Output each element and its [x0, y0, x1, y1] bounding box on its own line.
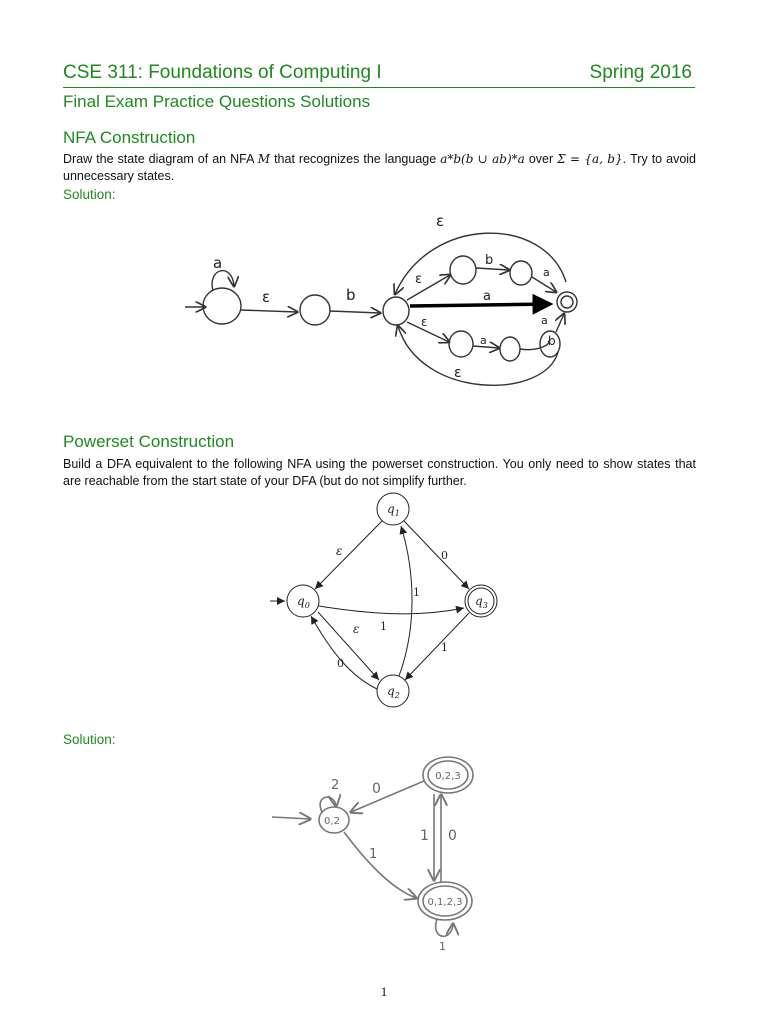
label-a-loop: a — [213, 254, 223, 272]
label-a-top: a — [543, 266, 550, 279]
edge-label-1-q3q2: 1 — [441, 641, 448, 654]
dfa-edge-label-0-down: 0 — [448, 828, 457, 844]
dfa-edge-label-0-to02: 0 — [372, 781, 381, 797]
dfa-edge-label-loop0123: 1 — [439, 940, 446, 953]
dfa-edge-label-1-up: 1 — [420, 828, 429, 844]
course-title: CSE 311: Foundations of Computing I — [63, 62, 382, 83]
label-a-up: a — [541, 314, 548, 327]
nfa-question: Draw the state diagram of an NFA M that recognizes the language a*b(b ∪ ab)*a over Σ = {a, b}. Try to avoid unnecessary states. — [63, 152, 697, 183]
label-eps-top: ε — [415, 272, 423, 287]
dfa-self-loop-0123 — [436, 919, 453, 936]
dfa-edge-023-02 — [351, 781, 424, 812]
page-number: 1 — [380, 984, 388, 999]
label-eps-bottom-loop: ε — [454, 365, 462, 381]
powerset-question: Build a DFA equivalent to the following NFA using the powerset construction. You only need to show states that are reachable from the start state of your DFA (but do not simplify further. — [63, 457, 696, 488]
edge-label-0-q1q3: 0 — [441, 549, 448, 562]
label-eps-bottom: ε — [421, 315, 428, 329]
edge-label-eps-q0q2: ε — [353, 622, 360, 636]
dfa-label-02: 0,2 — [324, 816, 340, 827]
label-q3: $q_3$ — [475, 594, 488, 610]
dfa-label-0123: 0,1,2,3 — [427, 897, 463, 908]
label-eps-top-loop: ε — [436, 212, 445, 230]
solution-label-1: Solution: — [63, 187, 116, 202]
label-q2: $q_2$ — [387, 684, 400, 700]
doc-title: Final Exam Practice Questions Solutions — [63, 92, 371, 111]
label-a-bottom: a — [480, 334, 487, 347]
section-title-nfa: NFA Construction — [63, 128, 196, 147]
dfa-edge-label-loop02: 2 — [331, 778, 340, 793]
dfa-edge-label-1-to0123: 1 — [369, 847, 378, 862]
label-b-top: b — [485, 253, 494, 268]
label-b: b — [346, 286, 356, 304]
label-eps-1: ε — [262, 288, 271, 306]
label-q0: $q_0$ — [297, 594, 310, 610]
dfa-start-arrow — [272, 817, 310, 819]
dfa-self-loop-02 — [320, 797, 336, 812]
label-a-bold: a — [483, 289, 491, 304]
edge-label-0-q2q0: 0 — [337, 657, 344, 670]
edge-label-1-q2q1: 1 — [413, 586, 420, 599]
solution-label-2: Solution: — [63, 732, 116, 747]
dfa-label-023: 0,2,3 — [435, 771, 461, 782]
label-q1: $q_1$ — [387, 502, 400, 518]
dfa-edge-02-0123 — [344, 832, 416, 898]
edge-label-eps-q1q0: ε — [336, 544, 343, 558]
section-title-powerset: Powerset Construction — [63, 432, 235, 451]
edge-label-1-q0q3: 1 — [380, 620, 387, 633]
label-b-bottom: b — [548, 334, 556, 348]
term-label: Spring 2016 — [589, 62, 692, 83]
